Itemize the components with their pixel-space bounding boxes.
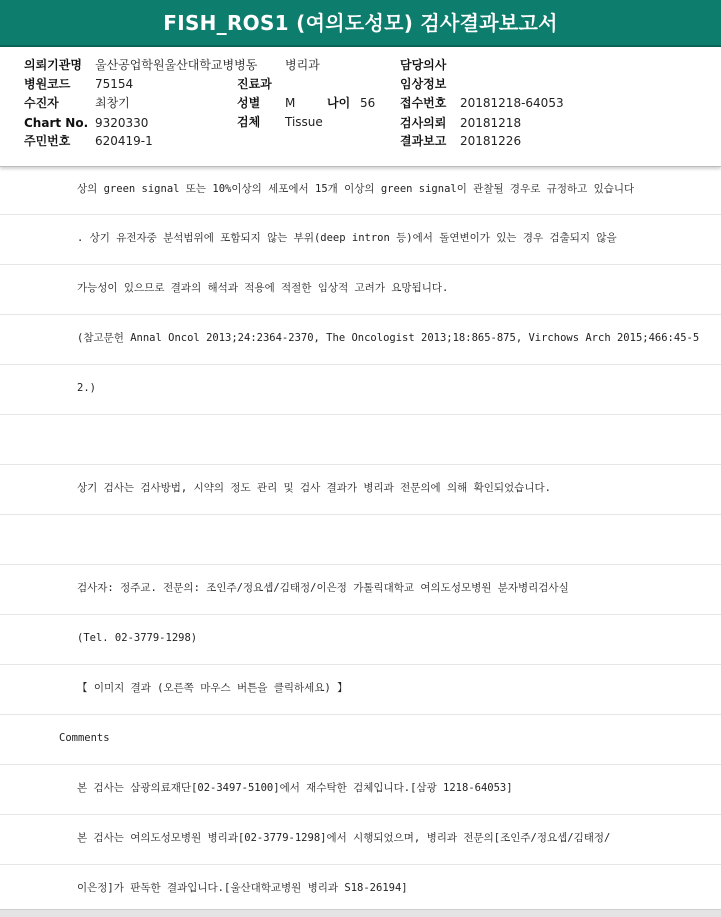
resident-no-value: 620419-1 xyxy=(95,134,153,148)
report-header xyxy=(0,47,721,167)
report-line xyxy=(0,415,721,465)
receipt-no-value: 20181218-64053 xyxy=(460,96,564,110)
report-line: 검사자: 정주교. 전문의: 조인주/정요셉/김태정/이은정 가톨릭대학교 여의도성모병원 분자병리검사실 xyxy=(0,565,721,615)
receipt-no-label: 접수번호 xyxy=(400,96,447,110)
sex-label: 성별 xyxy=(237,96,261,110)
image-result-link[interactable]: 【 이미지 결과 (오른쪽 마우스 버튼을 클릭하세요) 】 xyxy=(0,665,721,715)
report-line: . 상기 유전자중 분석범위에 포함되지 않는 부위(deep intron 등)에서 돌연변이가 있는 경우 검출되지 않을 xyxy=(0,215,721,265)
patient-value: 최창기 xyxy=(95,96,130,110)
report-line: 2.) xyxy=(0,365,721,415)
request-date-label: 검사의뢰 xyxy=(400,116,447,130)
report-line: 이은정]가 판독한 결과입니다.[울산대학교병원 병리과 S18-26194] xyxy=(0,865,721,909)
resident-no-label: 주민번호 xyxy=(24,134,71,148)
hospital-code-label: 병원코드 xyxy=(24,77,71,91)
chart-no-value: 9320330 xyxy=(95,116,149,130)
report-line: 상의 green signal 또는 10%이상의 세포에서 15개 이상의 green signal이 관찰될 경우로 규정하고 있습니다 xyxy=(0,167,721,215)
requesting-institution-value: 울산공업학원울산대학교병병동 xyxy=(95,58,258,72)
report-line: 본 검사는 여의도성모병원 병리과[02-3779-1298]에서 시행되었으며, 병리과 전문의[조인주/정요셉/김태정/ xyxy=(0,815,721,865)
chart-no-label: Chart No. xyxy=(24,116,89,130)
requesting-institution-label: 의뢰기관명 xyxy=(24,58,82,72)
patient-label: 수진자 xyxy=(24,96,59,110)
report-date-label: 결과보고 xyxy=(400,134,447,148)
report-line: 상기 검사는 검사방법, 시약의 정도 관리 및 검사 결과가 병리과 전문의에 의해 확인되었습니다. xyxy=(0,465,721,515)
report-line xyxy=(0,515,721,565)
hospital-code-value: 75154 xyxy=(95,77,134,91)
report-line: 가능성이 있으므로 결과의 해석과 적용에 적절한 임상적 고려가 요망됩니다. xyxy=(0,265,721,315)
sex-value: M xyxy=(285,96,296,110)
request-date-value: 20181218 xyxy=(460,116,522,130)
report-line: 본 검사는 삼광의료재단[02-3497-5100]에서 재수탁한 검체입니다.[삼광 1218-64053] xyxy=(0,765,721,815)
ward-value: 병리과 xyxy=(285,58,320,72)
age-label: 나이 xyxy=(327,96,351,110)
report-body xyxy=(0,167,721,909)
clinical-info-label: 임상정보 xyxy=(400,77,447,91)
specimen-label: 검체 xyxy=(237,115,261,129)
comments-heading: Comments xyxy=(0,715,721,765)
report-date-value: 20181226 xyxy=(460,134,522,148)
horizontal-scrollbar[interactable] xyxy=(0,909,721,917)
report-title: FISH_ROS1 (여의도성모) 검사결과보고서 xyxy=(0,0,721,47)
report-line: (참고문헌 Annal Oncol 2013;24:2364-2370, The Oncologist 2013;18:865-875, Virchows Arch 2015;466:45-5 xyxy=(0,315,721,365)
report-line: (Tel. 02-3779-1298) xyxy=(0,615,721,665)
attending-label: 담당의사 xyxy=(400,58,447,72)
specimen-value: Tissue xyxy=(285,115,323,129)
department-label: 진료과 xyxy=(237,77,272,91)
age-value: 56 xyxy=(360,96,376,110)
